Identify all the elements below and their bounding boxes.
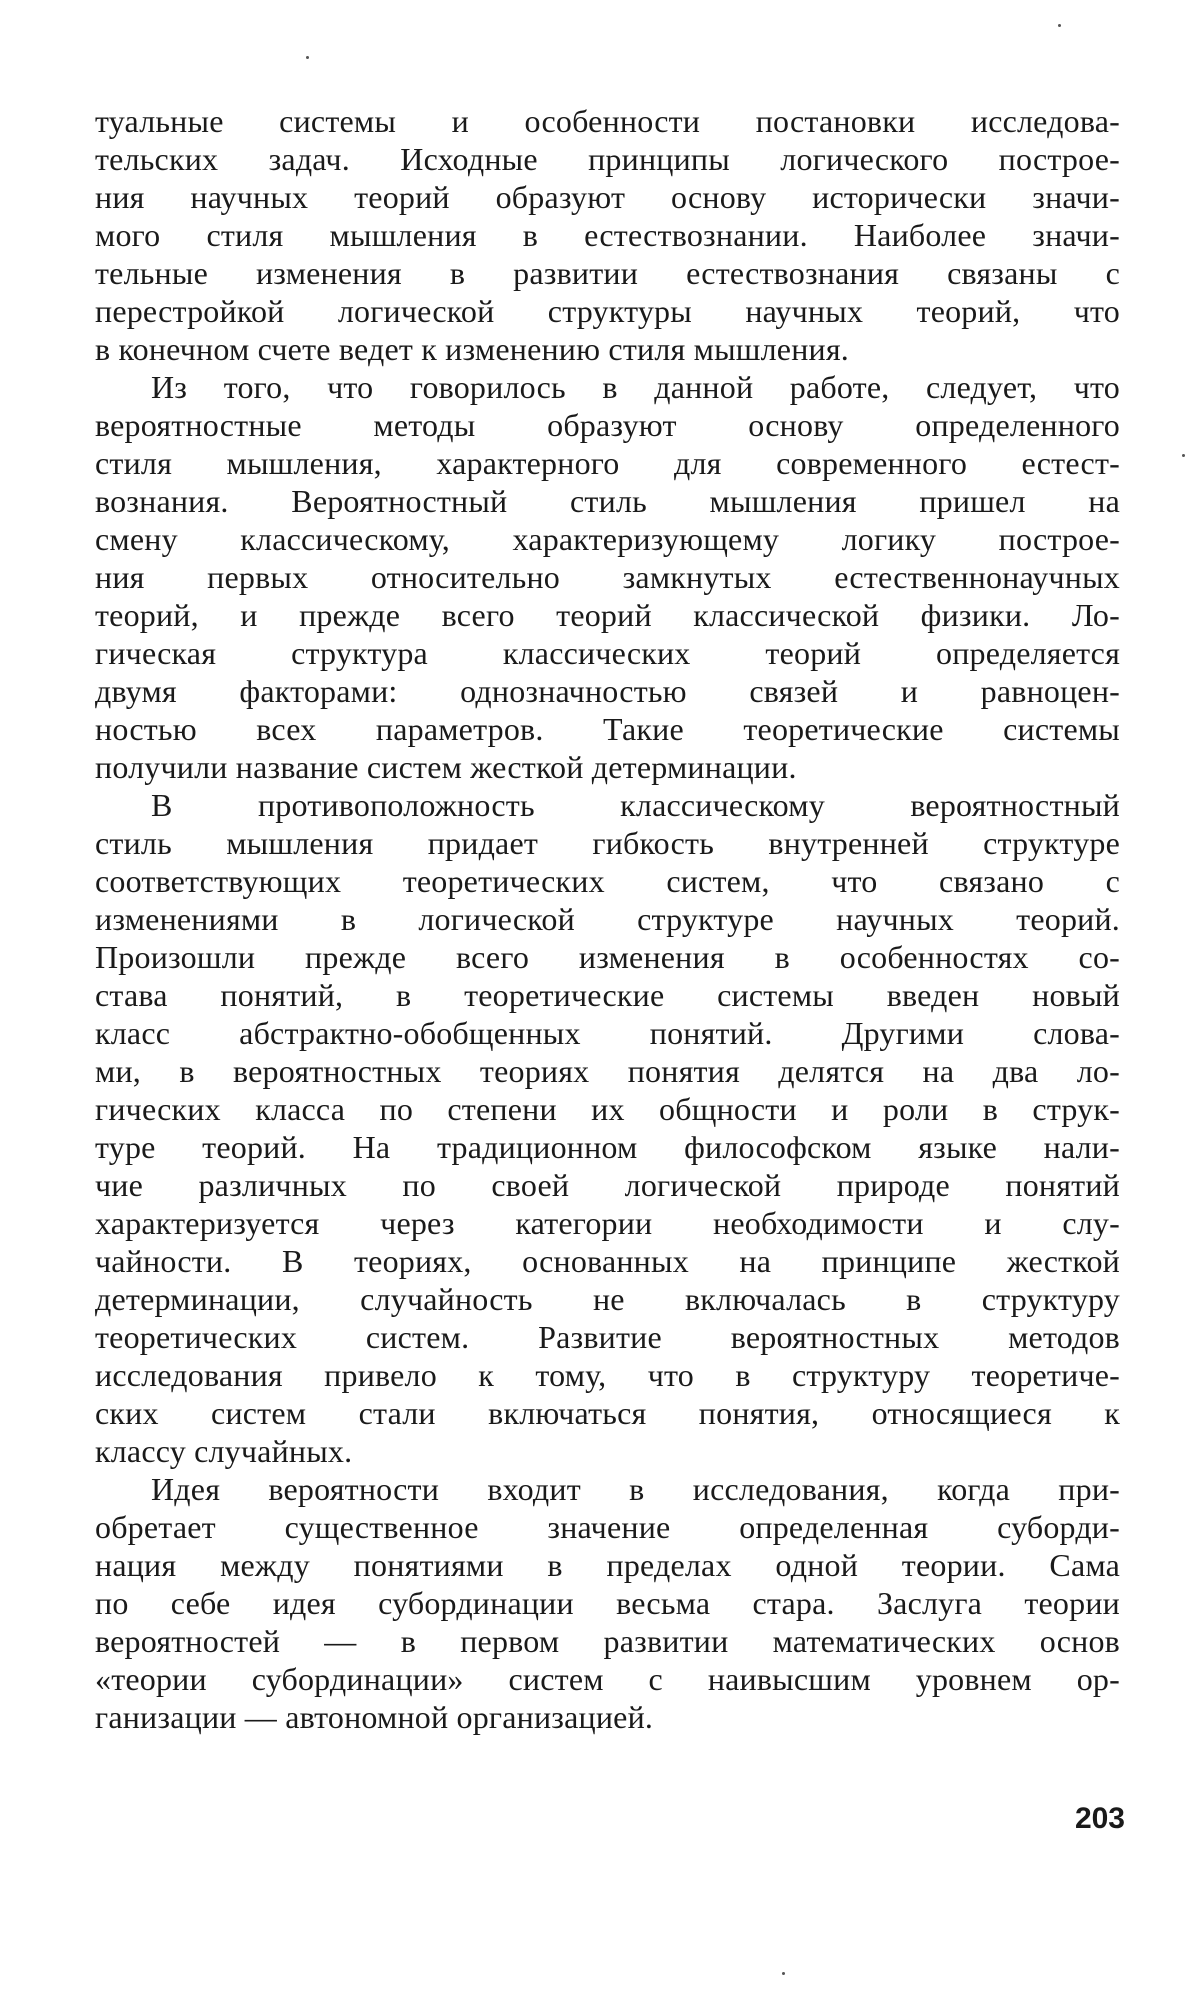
text-line: тельских задач. Исходные принципы логического построе-: [95, 141, 1120, 177]
text-line: детерминации, случайность не включалась в структуру: [95, 1281, 1120, 1317]
paragraph: [95, 368, 1120, 786]
text-line: классу случайных.: [95, 1433, 353, 1469]
text-line: тельные изменения в развитии естествознания связаны с: [95, 255, 1120, 291]
text-line: нация между понятиями в пределах одной теории. Сама: [95, 1547, 1120, 1583]
paragraph: [95, 102, 1120, 368]
text-line: обретает существенное значение определенная суборди-: [95, 1509, 1120, 1545]
text-line: туре теорий. На традиционном философском языке нали-: [95, 1129, 1120, 1165]
text-line: перестройкой логической структуры научных теорий, что: [95, 293, 1120, 329]
text-line: ми, в вероятностных теориях понятия делятся на два ло-: [95, 1053, 1120, 1089]
text-line: «теории субординации» систем с наивысшим уровнем ор-: [95, 1661, 1120, 1697]
text-line: в конечном счете ведет к изменению стиля мышления.: [95, 331, 849, 367]
text-line: ния научных теорий образуют основу исторически значи-: [95, 179, 1120, 215]
text-line: мого стиля мышления в естествознании. Наиболее значи-: [95, 217, 1120, 253]
text-line: класс абстрактно-обобщенных понятий. Другими слова-: [95, 1015, 1120, 1051]
text-line: характеризуется через категории необходимости и слу-: [95, 1205, 1120, 1241]
text-line: Из того, что говорилось в данной работе, следует, что: [151, 369, 1120, 405]
text-line: двумя факторами: однозначностью связей и равноцен-: [95, 673, 1120, 709]
scan-speck: [1182, 454, 1185, 457]
text-line: става понятий, в теоретические системы введен новый: [95, 977, 1120, 1013]
text-line: чие различных по своей логической природе понятий: [95, 1167, 1120, 1203]
text-line: по себе идея субординации весьма стара. Заслуга теории: [95, 1585, 1120, 1621]
text-line: В противоположность классическому вероятностный: [151, 787, 1120, 823]
text-line: стиля мышления, характерного для современного естест-: [95, 445, 1120, 481]
text-line: чайности. В теориях, основанных на принципе жесткой: [95, 1243, 1120, 1279]
text-line: Произошли прежде всего изменения в особенностях со-: [95, 939, 1120, 975]
text-line: ских систем стали включаться понятия, относящиеся к: [95, 1395, 1120, 1431]
text-line: изменениями в логической структуре научных теорий.: [95, 901, 1120, 937]
scan-speck: [306, 56, 309, 59]
text-line: теорий, и прежде всего теорий классической физики. Ло-: [95, 597, 1120, 633]
scan-speck: [1058, 24, 1061, 27]
paragraph: [95, 786, 1120, 1470]
text-line: гическая структура классических теорий определяется: [95, 635, 1120, 671]
text-line: Идея вероятности входит в исследования, когда при-: [151, 1471, 1120, 1507]
text-line: туальные системы и особенности постановки исследова-: [95, 103, 1120, 139]
text-line: исследования привело к тому, что в структуру теоретиче-: [95, 1357, 1120, 1393]
page-number: 203: [1074, 1802, 1125, 1835]
text-line: теоретических систем. Развитие вероятностных методов: [95, 1319, 1120, 1355]
text-line: стиль мышления придает гибкость внутренней структуре: [95, 825, 1120, 861]
text-line: вероятностные методы образуют основу определенного: [95, 407, 1120, 443]
text-line: вознания. Вероятностный стиль мышления пришел на: [95, 483, 1120, 519]
text-line: гических класса по степени их общности и роли в струк-: [95, 1091, 1120, 1127]
text-line: соответствующих теоретических систем, что связано с: [95, 863, 1120, 899]
text-line: вероятностей — в первом развитии математических основ: [95, 1623, 1120, 1659]
scan-speck: [782, 1972, 785, 1975]
body-text: [95, 102, 1120, 1736]
text-line: ния первых относительно замкнутых естественнонаучных: [95, 559, 1120, 595]
text-line: ностью всех параметров. Такие теоретические системы: [95, 711, 1120, 747]
text-line: смену классическому, характеризующему логику построе-: [95, 521, 1120, 557]
paragraph: [95, 1470, 1120, 1736]
text-line: ганизации — автономной организацией.: [95, 1699, 654, 1735]
text-line: получили название систем жесткой детерминации.: [95, 749, 797, 785]
